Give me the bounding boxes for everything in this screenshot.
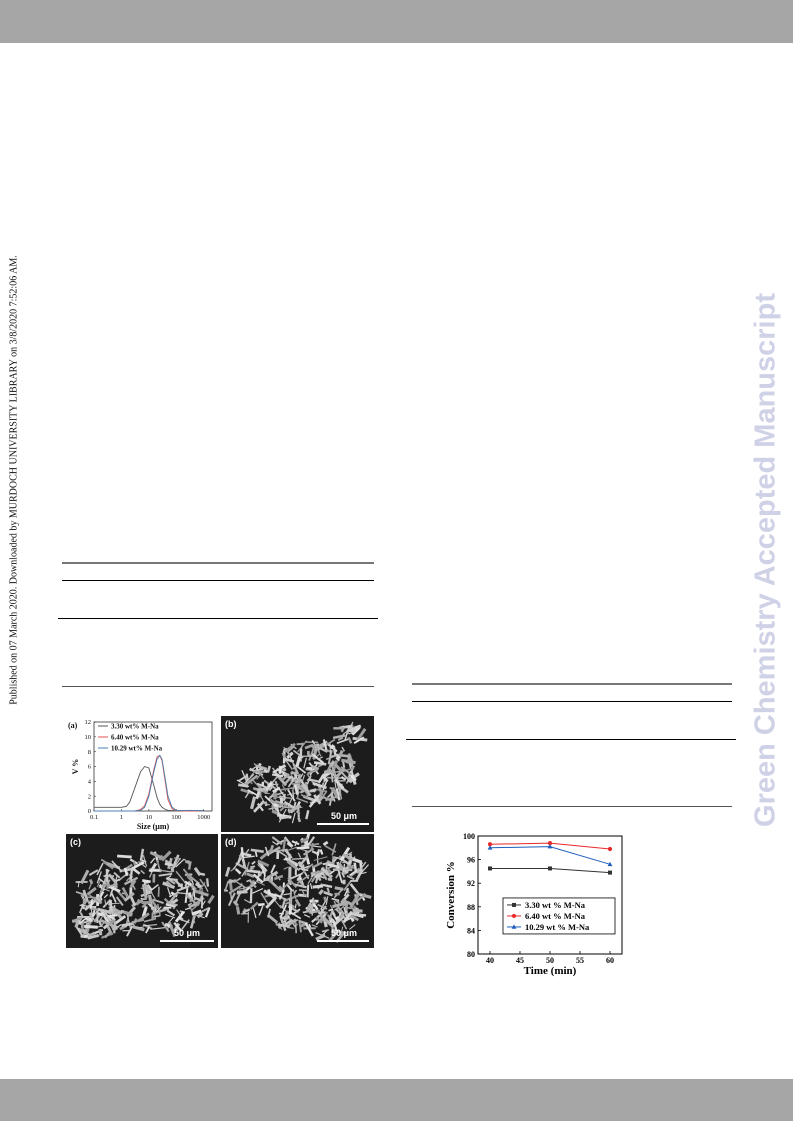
table1-header-rule [62,580,374,581]
figure-1 [66,716,374,948]
panel-c-scale-label: 50 μm [174,928,201,938]
legend-label-3: 10.29 wt% M-Na [111,744,163,753]
panel-c-scale-bar [160,940,214,942]
table2-mid-rule [406,739,736,740]
panel-b-scale-bar [317,823,369,825]
y-tick-label: 92 [467,879,475,889]
panel-c-sem-image [66,834,218,948]
panel-a [66,716,218,832]
data-point-2-3 [608,847,612,851]
footer-band [0,1079,793,1121]
series-line-3 [94,755,204,811]
y-tick-label: 96 [467,855,475,865]
y-tick-label: 6 [87,763,91,771]
download-notice-text: Published on 07 March 2020. Downloaded by MURDOCH UNIVERSITY LIBRARY on 3/8/2020 7:52:06 AM. [8,255,20,705]
panel-c-label: (c) [70,837,81,847]
legend-label-2: 6.40 wt% M-Na [111,733,159,742]
table1-mid-rule [58,618,378,619]
data-point-1-3 [608,871,612,875]
panel-d-label: (d) [225,837,237,847]
plot-frame [478,836,622,954]
data-point-1-1 [488,866,492,870]
table1-bottom-rule [62,686,374,687]
x-tick-label: 60 [606,956,614,965]
table1-top-rule [62,562,374,564]
panel-d-scale-bar [317,940,369,942]
series-line-2 [94,755,204,811]
legend-label-3: 10.29 wt % M-Na [525,921,590,932]
table2-header-rule [412,701,732,702]
size-distribution-chart [66,716,218,832]
legend-label-1: 3.30 wt% M-Na [111,722,159,731]
y-tick-label: 84 [467,926,475,936]
x-tick-label: 45 [516,956,524,965]
y-tick-label: 8 [87,748,91,756]
y-tick-label: 80 [467,950,475,959]
y-tick-label: 88 [467,902,475,912]
y-tick-label: 4 [87,778,91,786]
x-tick-label: 100 [171,814,182,821]
panel-d-sem-image [221,834,374,948]
x-tick-label: 55 [576,956,584,965]
legend-label-2: 6.40 wt % M-Na [525,910,585,921]
panel-b-sem-image [221,716,374,832]
y-tick-label: 0 [87,808,91,816]
x-tick-label: 0.1 [89,814,99,821]
panel-b-scale-label: 50 μm [331,811,358,821]
x-tick-label: 1000 [197,814,211,821]
figure-2 [440,828,630,978]
data-point-1-2 [548,866,552,870]
x-axis-label: Size (μm) [136,822,170,831]
y-tick-label: 2 [87,793,91,801]
legend-marker-1 [512,903,516,907]
y-tick-label: 10 [84,734,91,742]
series-line-3 [490,847,610,865]
y-axis-label: V % [71,758,80,775]
x-tick-label: 10 [145,814,153,821]
series-line-1 [94,767,204,811]
y-tick-label: 12 [84,719,91,727]
x-tick-label: 1 [119,814,124,821]
table2-top-rule [412,683,732,685]
panel-d-scale-label: 50 μm [331,928,358,938]
conversion-chart [440,828,630,978]
watermark-text: Green Chemistry Accepted Manuscript [749,293,782,827]
legend-label-1: 3.30 wt % M-Na [525,899,585,910]
x-tick-label: 50 [546,956,554,965]
y-tick-label: 100 [463,832,475,841]
x-tick-label: 40 [486,956,494,965]
panel-b-label: (b) [225,719,237,729]
table2-bottom-rule [412,806,732,807]
legend-marker-2 [512,914,516,918]
panel-a-label: (a) [68,721,78,730]
x-axis-label: Time (min) [523,965,577,977]
header-band [0,0,793,43]
y-axis-label: Conversion % [445,861,457,929]
